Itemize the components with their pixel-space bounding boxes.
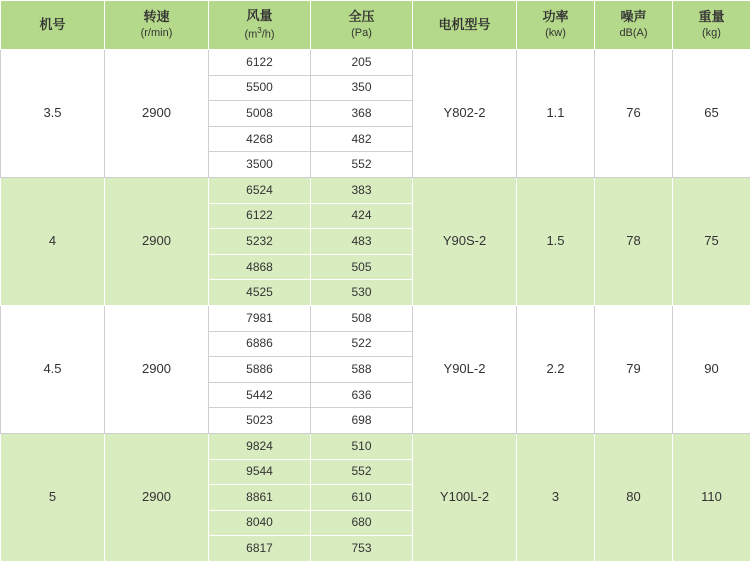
column-title: 转速: [143, 9, 169, 24]
column-unit: (r/min): [105, 27, 208, 41]
cell-air-flow: 5442: [209, 382, 311, 408]
column-header-power: [517, 1, 595, 50]
cell-total-pressure: 510: [311, 433, 413, 459]
cell-weight: 110: [673, 433, 750, 561]
column-title: 机号: [39, 17, 65, 32]
cell-model-no: 4: [1, 177, 105, 305]
cell-total-pressure: 383: [311, 177, 413, 203]
cell-noise: 76: [595, 50, 673, 178]
cell-speed: 2900: [105, 50, 209, 178]
cell-power: 1.5: [517, 177, 595, 305]
table-row: [1, 433, 750, 459]
cell-power: 1.1: [517, 50, 595, 178]
cell-total-pressure: 350: [311, 75, 413, 101]
cell-air-flow: 8040: [209, 510, 311, 536]
column-title: 电机型号: [438, 17, 490, 32]
cell-air-flow: 5500: [209, 75, 311, 101]
cell-noise: 80: [595, 433, 673, 561]
cell-total-pressure: 552: [311, 152, 413, 178]
cell-model-no: 3.5: [1, 50, 105, 178]
cell-air-flow: 4868: [209, 254, 311, 280]
table-row: [1, 305, 750, 331]
cell-weight: 90: [673, 305, 750, 433]
cell-air-flow: 4268: [209, 126, 311, 152]
column-title: 风量: [246, 8, 272, 23]
column-header-weight: [673, 1, 750, 50]
cell-air-flow: 3500: [209, 152, 311, 178]
cell-total-pressure: 610: [311, 485, 413, 511]
cell-air-flow: 6122: [209, 50, 311, 76]
column-unit: $(m^3/h)$: [209, 26, 310, 42]
column-title: 功率: [542, 9, 568, 24]
column-header-model-no: [1, 1, 105, 50]
cell-speed: 2900: [105, 305, 209, 433]
cell-weight: 65: [673, 50, 750, 178]
cell-total-pressure: 680: [311, 510, 413, 536]
column-title: 重量: [698, 9, 724, 24]
column-unit: dB(A): [595, 27, 672, 41]
cell-total-pressure: 636: [311, 382, 413, 408]
cell-air-flow: 9544: [209, 459, 311, 485]
column-header-total-pressure: [311, 1, 413, 50]
cell-total-pressure: 588: [311, 357, 413, 383]
cell-motor-model: Y90S-2: [413, 177, 517, 305]
column-title: 全压: [348, 9, 374, 24]
cell-air-flow: 4525: [209, 280, 311, 306]
cell-noise: 79: [595, 305, 673, 433]
cell-noise: 78: [595, 177, 673, 305]
table-body: [1, 50, 750, 562]
column-title: 噪声: [620, 9, 646, 24]
cell-motor-model: Y90L-2: [413, 305, 517, 433]
cell-speed: 2900: [105, 433, 209, 561]
cell-air-flow: 6122: [209, 203, 311, 229]
cell-air-flow: 7981: [209, 305, 311, 331]
cell-air-flow: 6524: [209, 177, 311, 203]
column-header-noise: [595, 1, 673, 50]
cell-power: 3: [517, 433, 595, 561]
cell-total-pressure: 552: [311, 459, 413, 485]
cell-total-pressure: 205: [311, 50, 413, 76]
table-row: [1, 177, 750, 203]
column-header-air-flow: [209, 1, 311, 50]
cell-total-pressure: 698: [311, 408, 413, 434]
table-row: [1, 50, 750, 76]
cell-model-no: 4.5: [1, 305, 105, 433]
cell-total-pressure: 424: [311, 203, 413, 229]
cell-air-flow: 9824: [209, 433, 311, 459]
cell-total-pressure: 482: [311, 126, 413, 152]
cell-air-flow: 6886: [209, 331, 311, 357]
column-unit: (kg): [673, 27, 750, 41]
column-unit: (Pa): [311, 27, 412, 41]
cell-power: 2.2: [517, 305, 595, 433]
table-header: [1, 1, 750, 50]
cell-motor-model: Y100L-2: [413, 433, 517, 561]
cell-air-flow: 6817: [209, 536, 311, 562]
cell-total-pressure: 522: [311, 331, 413, 357]
cell-total-pressure: 505: [311, 254, 413, 280]
header-row: [1, 1, 750, 50]
cell-motor-model: Y802-2: [413, 50, 517, 178]
cell-air-flow: 8861: [209, 485, 311, 511]
column-header-motor-model: [413, 1, 517, 50]
cell-weight: 75: [673, 177, 750, 305]
cell-total-pressure: 483: [311, 229, 413, 255]
cell-speed: 2900: [105, 177, 209, 305]
cell-total-pressure: 368: [311, 101, 413, 127]
cell-total-pressure: 530: [311, 280, 413, 306]
column-header-speed: [105, 1, 209, 50]
cell-total-pressure: 508: [311, 305, 413, 331]
cell-air-flow: 5023: [209, 408, 311, 434]
cell-air-flow: 5008: [209, 101, 311, 127]
column-unit: (kw): [517, 27, 594, 41]
cell-air-flow: 5232: [209, 229, 311, 255]
cell-model-no: 5: [1, 433, 105, 561]
cell-air-flow: 5886: [209, 357, 311, 383]
cell-total-pressure: 753: [311, 536, 413, 562]
